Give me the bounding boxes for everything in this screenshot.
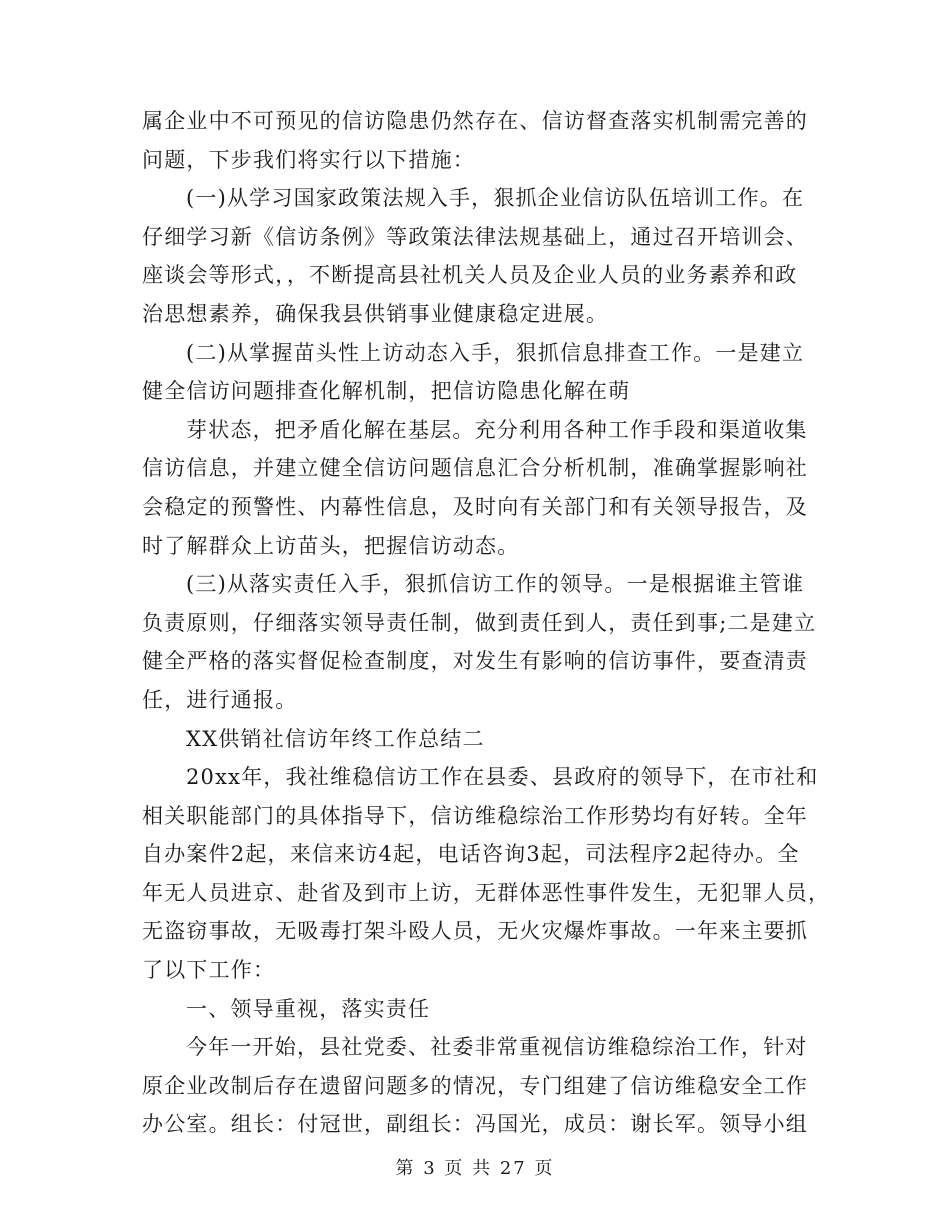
text-line: 原企业改制后存在遗留问题多的情况，专门组建了信访维稳安全工作	[142, 1073, 808, 1098]
text-line: 自办案件2起，来信来访4起，电话咨询3起，司法程序2起待办。全	[142, 842, 800, 867]
text-line: 健全信访问题排查化解机制，把信访隐患化解在萌	[142, 379, 631, 404]
text-line: 负责原则，仔细落实领导责任制，做到责任到人，责任到事;二是建立	[142, 610, 817, 635]
text-line: 问题，下步我们将实行以下措施：	[142, 147, 475, 172]
paragraph-start-line: 芽状态，把矛盾化解在基层。充分利用各种工作手段和渠道收集	[186, 417, 808, 442]
text-line: 办公室。组长：付冠世，副组长：冯国光，成员：谢长军。领导小组	[142, 1112, 808, 1137]
text-line: 治思想素养，确保我县供销事业健康稳定进展。	[142, 301, 609, 326]
section-heading: 一、领导重视，落实责任	[186, 996, 431, 1021]
section-title: XX供销社信访年终工作总结二	[186, 726, 485, 751]
text-line: 了以下工作：	[142, 958, 276, 983]
text-line: 无盗窃事故，无吸毒打架斗殴人员，无火灾爆炸事故。一年来主要抓	[142, 919, 808, 944]
text-line: 健全严格的落实督促检查制度，对发生有影响的信访事件，要查清责	[142, 649, 808, 674]
text-line: 会稳定的预警性、内幕性信息，及时向有关部门和有关领导报告，及	[142, 494, 808, 519]
paragraph-start-line: 20xx年，我社维稳信访工作在县委、县政府的领导下，在市社和	[186, 765, 819, 790]
text-line: 年无人员进京、赴省及到市上访，无群体恶性事件发生，无犯罪人员，	[142, 880, 831, 905]
document-body	[142, 102, 831, 1144]
page-number-footer: 第 3 页 共 27 页	[395, 1158, 555, 1179]
text-line: 任，进行通报。	[142, 687, 298, 712]
paragraph-start-line: (二)从掌握苗头性上访动态入手，狠抓信息排查工作。一是建立	[186, 340, 805, 365]
text-line: 时了解群众上访苗头，把握信访动态。	[142, 533, 520, 558]
text-line: 相关职能部门的具体指导下，信访维稳综治工作形势均有好转。全年	[142, 803, 808, 828]
text-line: 仔细学习新《信访条例》等政策法律法规基础上，通过召开培训会、	[142, 224, 808, 249]
text-line: 属企业中不可预见的信访隐患仍然存在、信访督查落实机制需完善的	[142, 109, 808, 133]
paragraph-start-line: (一)从学习国家政策法规入手，狠抓企业信访队伍培训工作。在	[186, 186, 805, 211]
paragraph-start-line: 今年一开始，县社党委、社委非常重视信访维稳综治工作，针对	[186, 1035, 808, 1060]
text-line: 座谈会等形式，，不断提高县社机关人员及企业人员的业务素养和政	[142, 263, 798, 288]
paragraph-start-line: (三)从落实责任入手，狠抓信访工作的领导。一是根据谁主管谁	[186, 572, 805, 597]
text-line: 信访信息，并建立健全信访问题信息汇合分析机制，准确掌握影响社	[142, 456, 808, 481]
